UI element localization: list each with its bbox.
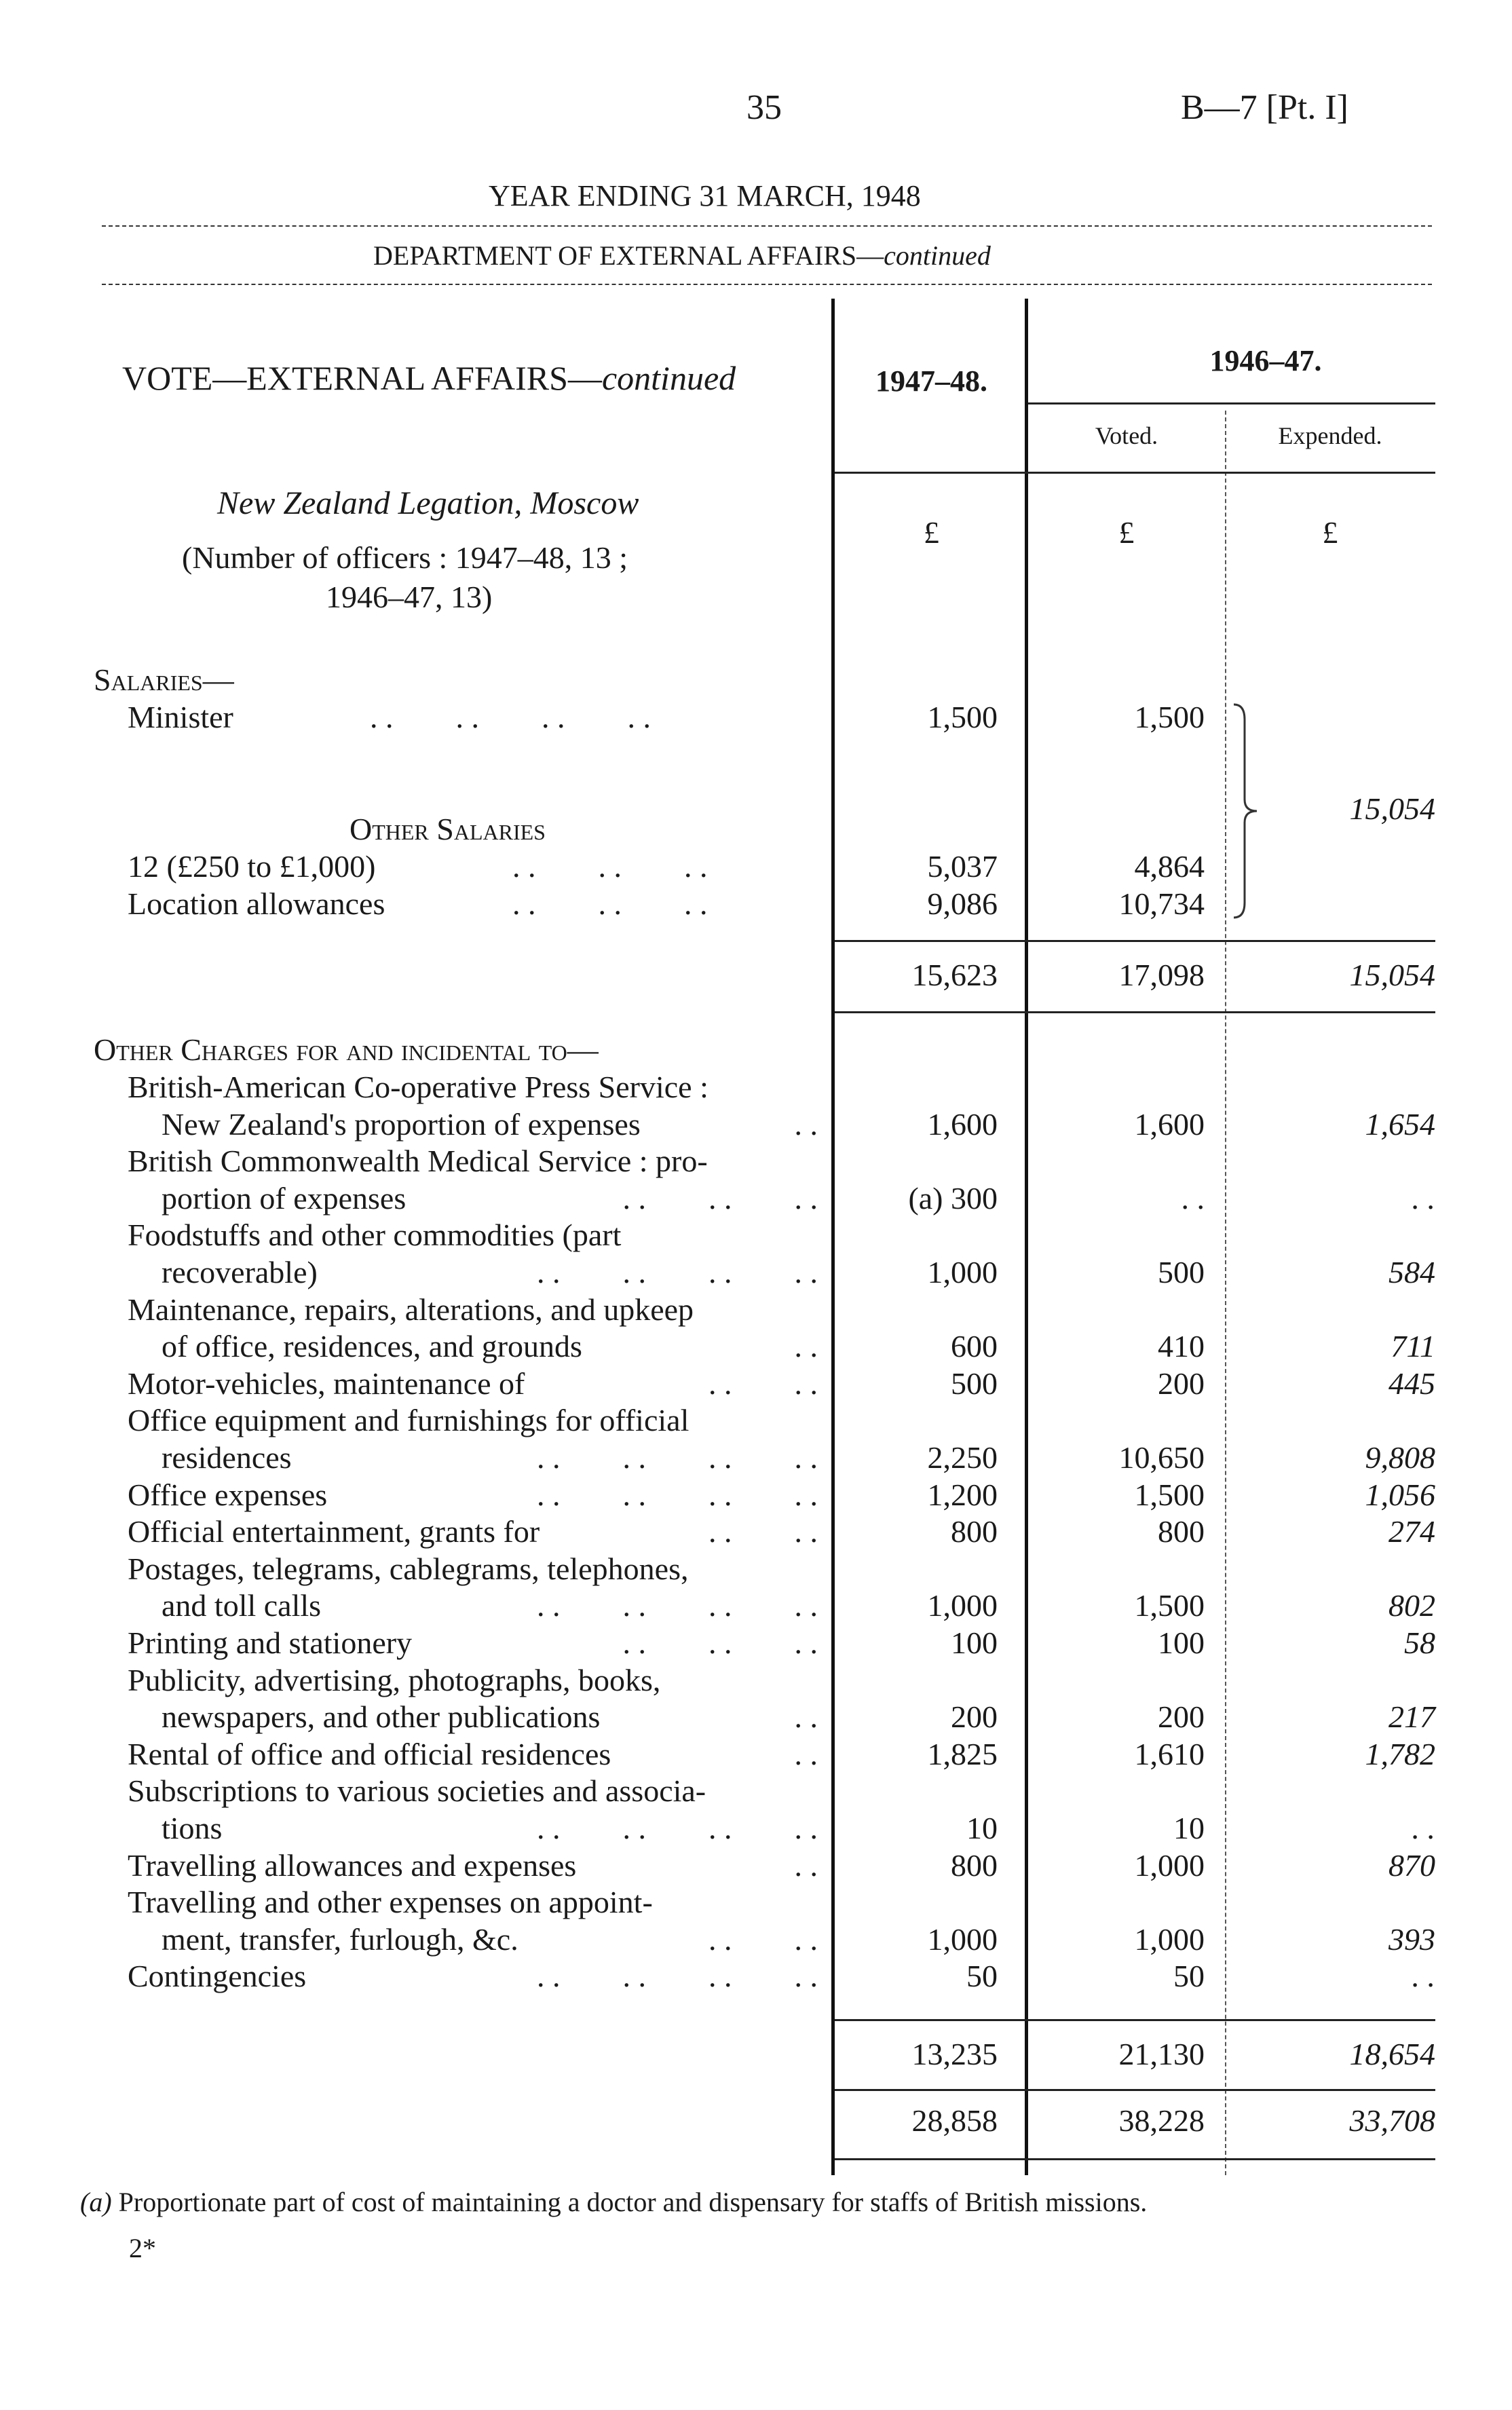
charges-subtotal-current: 13,235 (911, 2037, 998, 2071)
location-allowances-label: Location allowances (128, 886, 385, 921)
grade-salaries-current: 5,037 (927, 849, 998, 884)
salaries-subtotal-voted: 17,098 (1118, 958, 1205, 992)
charge-label-line2: newspapers, and other publications (162, 1699, 601, 1735)
charge-leaders: . . . . . . . . (537, 1588, 818, 1623)
charge-voted-1946-47: . . (1181, 1180, 1205, 1216)
charge-expended-1946-47: 802 (1388, 1588, 1435, 1623)
charge-current-1947-48: 1,000 (927, 1255, 998, 1289)
salaries-subtotal-current: 15,623 (911, 958, 998, 992)
header-rule-bottom (102, 284, 1432, 285)
charge-leaders: . . . . . . (622, 1625, 818, 1660)
charge-label-line2: recoverable) (162, 1255, 318, 1289)
minister-leaders: . . . . . . . . (370, 700, 651, 734)
grade-salaries-leaders: . . . . . . (512, 849, 708, 884)
charge-voted-1946-47: 1,000 (1134, 1847, 1205, 1883)
charge-label-line2: residences (162, 1440, 292, 1475)
grand-total-top-rule (835, 2089, 1435, 2091)
charge-leaders: . . (794, 1699, 818, 1735)
charge-voted-1946-47: 1,500 (1134, 1588, 1205, 1623)
charge-current-1947-48: 1,600 (927, 1106, 998, 1142)
col-header-bottom-rule (835, 472, 1435, 474)
page-number: 35 (746, 88, 782, 127)
minister-label: Minister (128, 700, 233, 734)
charge-expended-1946-47: 1,654 (1365, 1106, 1435, 1142)
column-rule-2 (1025, 299, 1028, 2175)
charge-expended-1946-47: . . (1412, 1811, 1435, 1845)
other-charges-heading: Other Charges for and incidental to— (94, 1032, 599, 1067)
charge-current-1947-48: 50 (966, 1959, 998, 1994)
vote-title (122, 360, 736, 396)
charge-current-1947-48: 800 (951, 1847, 998, 1883)
charge-label-line2: tions (162, 1811, 223, 1845)
charge-leaders: . . . . (708, 1921, 818, 1957)
salaries-expended-bracketed: 15,054 (1349, 791, 1435, 826)
grade-salaries-voted: 4,864 (1134, 849, 1205, 884)
charge-leaders: . . . . . . (622, 1180, 818, 1216)
salaries-subtotal-expended: 15,054 (1349, 958, 1435, 992)
charge-current-1947-48: 2,250 (927, 1440, 998, 1475)
charge-leaders: . . (794, 1329, 818, 1364)
charge-label-line1: British-American Co-operative Press Service : (128, 1070, 708, 1104)
charge-voted-1946-47: 1,000 (1134, 1921, 1205, 1957)
officers-line-2: 1946–47, 13) (326, 580, 493, 614)
charge-voted-1946-47: 200 (1158, 1699, 1205, 1735)
charge-current-1947-48: 500 (951, 1366, 998, 1401)
charge-label-line1: Official entertainment, grants for (128, 1514, 540, 1549)
charge-current-1947-48: 10 (966, 1811, 998, 1845)
legation-title: New Zealand Legation, Moscow (217, 485, 639, 521)
charge-label-line1: Travelling allowances and expenses (128, 1847, 577, 1883)
col-header-expended: Expended. (1278, 422, 1382, 449)
vote-title-text: VOTE—EXTERNAL AFFAIRS— (122, 359, 602, 397)
charge-current-1947-48: 600 (951, 1329, 998, 1364)
charge-leaders: . . . . . . . . (537, 1255, 818, 1289)
charge-expended-1946-47: 1,056 (1365, 1477, 1435, 1512)
charge-label-line1: Postages, telegrams, cablegrams, telephones, (128, 1551, 689, 1586)
department-name: DEPARTMENT OF EXTERNAL AFFAIRS— (373, 240, 884, 271)
charge-leaders: . . . . (708, 1514, 818, 1549)
charge-label-line2: ment, transfer, furlough, &c. (162, 1921, 518, 1957)
charge-current-1947-48: 200 (951, 1699, 998, 1735)
header-rule-top (102, 225, 1432, 227)
currency-expended: £ (1322, 515, 1338, 550)
col-header-1946-47: 1946–47. (1209, 344, 1322, 377)
charge-voted-1946-47: 200 (1158, 1366, 1205, 1401)
charge-expended-1946-47: . . (1412, 1180, 1435, 1216)
footnote-marker: (a) (80, 2187, 112, 2217)
charge-label-line1: Publicity, advertising, photographs, books, (128, 1662, 661, 1697)
charge-voted-1946-47: 1,600 (1134, 1106, 1205, 1142)
charge-expended-1946-47: 217 (1388, 1699, 1435, 1735)
salaries-subtotal-bottom-rule (835, 1011, 1435, 1013)
vote-title-continued: continued (601, 359, 736, 397)
charge-leaders: . . . . . . . . (537, 1959, 818, 1994)
charges-subtotal-expended: 18,654 (1349, 2037, 1435, 2071)
column-rule-3 (1225, 411, 1226, 2175)
charges-subtotal-top-rule (835, 2019, 1435, 2021)
department-heading (373, 238, 991, 274)
grand-total-bottom-rule (835, 2158, 1435, 2160)
charge-voted-1946-47: 10,650 (1118, 1440, 1205, 1475)
signature-mark: 2* (129, 2233, 156, 2263)
footnote-text: Proportionate part of cost of maintaining a doctor and dispensary for staffs of British missions. (118, 2187, 1148, 2217)
charge-leaders: . . . . . . . . (537, 1477, 818, 1512)
charge-expended-1946-47: 58 (1404, 1625, 1435, 1660)
grand-total-voted: 38,228 (1118, 2103, 1205, 2138)
grand-total-current: 28,858 (911, 2103, 998, 2138)
charge-leaders: . . . . (708, 1366, 818, 1401)
charge-voted-1946-47: 800 (1158, 1514, 1205, 1549)
charge-leaders: . . (794, 1106, 818, 1142)
charge-expended-1946-47: 393 (1388, 1921, 1435, 1957)
charge-voted-1946-47: 1,610 (1134, 1736, 1205, 1771)
minister-voted: 1,500 (1134, 700, 1205, 734)
col-header-1947-48: 1947–48. (875, 364, 987, 398)
charge-expended-1946-47: 584 (1388, 1255, 1435, 1289)
charge-leaders: . . (794, 1736, 818, 1771)
charge-current-1947-48: 100 (951, 1625, 998, 1660)
charge-expended-1946-47: 274 (1388, 1514, 1435, 1549)
officers-line-1: (Number of officers : 1947–48, 13 ; (182, 540, 628, 575)
document-reference: B—7 [Pt. I] (1181, 88, 1348, 127)
charge-leaders: . . (794, 1847, 818, 1883)
charge-current-1947-48: 1,000 (927, 1921, 998, 1957)
other-salaries-heading: Other Salaries (349, 812, 546, 846)
charge-label-line2: of office, residences, and grounds (162, 1329, 582, 1364)
location-allowances-leaders: . . . . . . (512, 886, 708, 921)
currency-voted: £ (1118, 515, 1135, 550)
charge-current-1947-48: 800 (951, 1514, 998, 1549)
charge-voted-1946-47: 1,500 (1134, 1477, 1205, 1512)
location-allowances-current: 9,086 (927, 886, 998, 921)
charge-label-line2: and toll calls (162, 1588, 322, 1623)
location-allowances-voted: 10,734 (1118, 886, 1205, 921)
charge-label-line1: Contingencies (128, 1959, 307, 1994)
charge-current-1947-48: 1,200 (927, 1477, 998, 1512)
charge-expended-1946-47: 1,782 (1365, 1736, 1435, 1771)
charge-expended-1946-47: 9,808 (1365, 1440, 1435, 1475)
charge-label-line1: British Commonwealth Medical Service : pro- (128, 1144, 708, 1179)
footnote (80, 2185, 1147, 2219)
charge-current-1947-48: 1,000 (927, 1588, 998, 1623)
charge-current-1947-48: (a) 300 (908, 1180, 998, 1216)
charge-current-1947-48: 1,825 (927, 1736, 998, 1771)
charge-label-line1: Travelling and other expenses on appoint- (128, 1885, 653, 1920)
charge-expended-1946-47: 870 (1388, 1847, 1435, 1883)
charges-subtotal-voted: 21,130 (1118, 2037, 1205, 2071)
charge-voted-1946-47: 10 (1173, 1811, 1205, 1845)
charge-label-line1: Foodstuffs and other commodities (part (128, 1218, 622, 1253)
charge-leaders: . . . . . . . . (537, 1811, 818, 1845)
col-header-voted: Voted. (1095, 422, 1158, 449)
charge-voted-1946-47: 50 (1173, 1959, 1205, 1994)
currency-current: £ (924, 515, 939, 550)
grade-salaries-label: 12 (£250 to £1,000) (128, 849, 376, 884)
charge-expended-1946-47: 711 (1391, 1329, 1435, 1364)
charge-label-line1: Motor-vehicles, maintenance of (128, 1366, 525, 1401)
grand-total-expended: 33,708 (1349, 2103, 1435, 2138)
charge-voted-1946-47: 500 (1158, 1255, 1205, 1289)
department-continued: continued (884, 240, 991, 271)
charge-label-line2: portion of expenses (162, 1180, 407, 1216)
minister-current: 1,500 (927, 700, 998, 734)
charge-expended-1946-47: 445 (1388, 1366, 1435, 1401)
column-rule-1 (831, 299, 835, 2175)
charge-label-line1: Subscriptions to various societies and associa- (128, 1773, 706, 1809)
charge-label-line1: Maintenance, repairs, alterations, and upkeep (128, 1292, 694, 1327)
col-header-rule (1028, 402, 1435, 404)
charge-label-line1: Printing and stationery (128, 1625, 413, 1660)
charge-label-line1: Office equipment and furnishings for official (128, 1403, 689, 1438)
charge-label-line1: Office expenses (128, 1477, 328, 1512)
year-heading: YEAR ENDING 31 MARCH, 1948 (489, 179, 921, 212)
charge-label-line2: New Zealand's proportion of expenses (162, 1106, 641, 1142)
charge-label-line1: Rental of office and official residences (128, 1736, 611, 1771)
salaries-subtotal-top-rule (835, 940, 1435, 942)
salaries-heading: Salaries— (94, 662, 234, 697)
charge-voted-1946-47: 410 (1158, 1329, 1205, 1364)
charge-voted-1946-47: 100 (1158, 1625, 1205, 1660)
charge-leaders: . . . . . . . . (537, 1440, 818, 1475)
charge-expended-1946-47: . . (1412, 1959, 1435, 1994)
